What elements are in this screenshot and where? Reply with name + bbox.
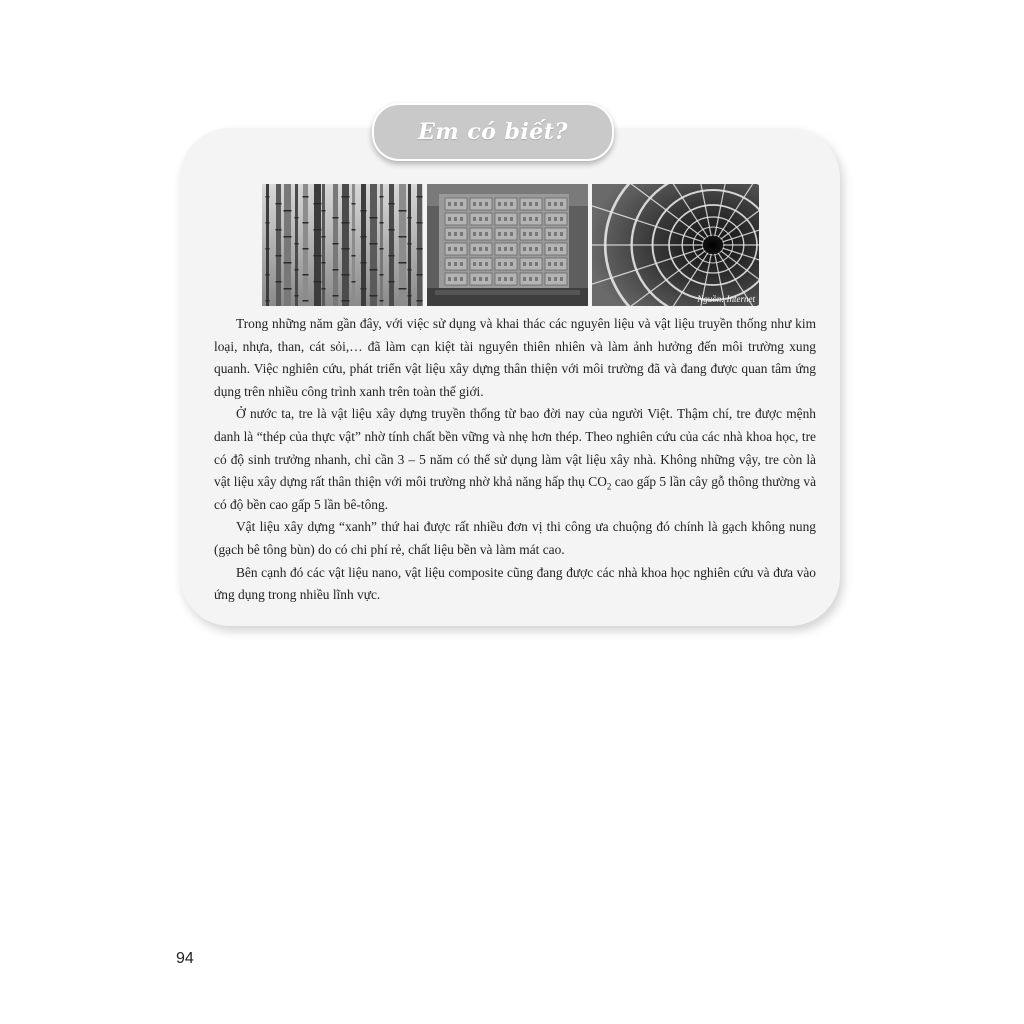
paragraph-3: Vật liệu xây dựng “xanh” thứ hai được rất nhiều đơn vị thi công ưa chuộng đó chính là gạch không nung (gạch bê tông bùn) do có chi phí rẻ, chất liệu bền và làm mát cao. xyxy=(214,519,816,557)
paragraph-1: Trong những năm gần đây, với việc sử dụng và khai thác các nguyên liệu và vật liệu truyền thống như kim loại, nhựa, than, cát sỏi,… đã làm cạn kiệt tài nguyên thiên nhiên và làm ảnh hưởng đến môi trường xung quanh. Việc nghiên cứu, phát triển vật liệu xây dựng thân thiện với môi trường đã và đang được quan tâm ứng dụng trên nhiều công trình xanh trên toàn thế giới. xyxy=(214,316,816,399)
info-box-title-pill xyxy=(372,103,614,161)
paragraph-4: Bên cạnh đó các vật liệu nano, vật liệu composite cũng đang được các nhà khoa học nghiên cứu và đưa vào ứng dụng trong nhiều lĩnh vực. xyxy=(214,564,816,603)
unfired-brick-stack-photo xyxy=(427,184,588,306)
paragraph-2: Ở nước ta, tre là vật liệu xây dựng truyền thống từ bao đời nay của người Việt. Thậm chí, tre được mệnh danh là “thép của thực vật” nhờ tính chất bền vững và nhẹ hơn thép. Theo nghiên cứu của các nhà khoa học, tre có độ sinh trưởng nhanh, chỉ cần 3 – 5 năm có thể sử dụng làm vật liệu xây nhà. Không những vậy, tre còn là vật liệu xây dựng rất thân thiện với môi trường nhờ khả năng hấp thụ $CO_2$ cao gấp 5 lần cây gỗ thông thường và có độ bền cao gấp 5 lần bê-tông. xyxy=(214,406,817,512)
article-text xyxy=(214,313,816,607)
page-number: 94 xyxy=(176,950,194,967)
bamboo-forest-photo xyxy=(262,184,423,306)
photo-credit: Nguồn: Internet xyxy=(697,294,755,304)
nano-hexagon-tunnel-photo xyxy=(592,184,759,306)
info-box-title: Em có biết? xyxy=(418,119,568,145)
photo-strip xyxy=(262,184,759,306)
